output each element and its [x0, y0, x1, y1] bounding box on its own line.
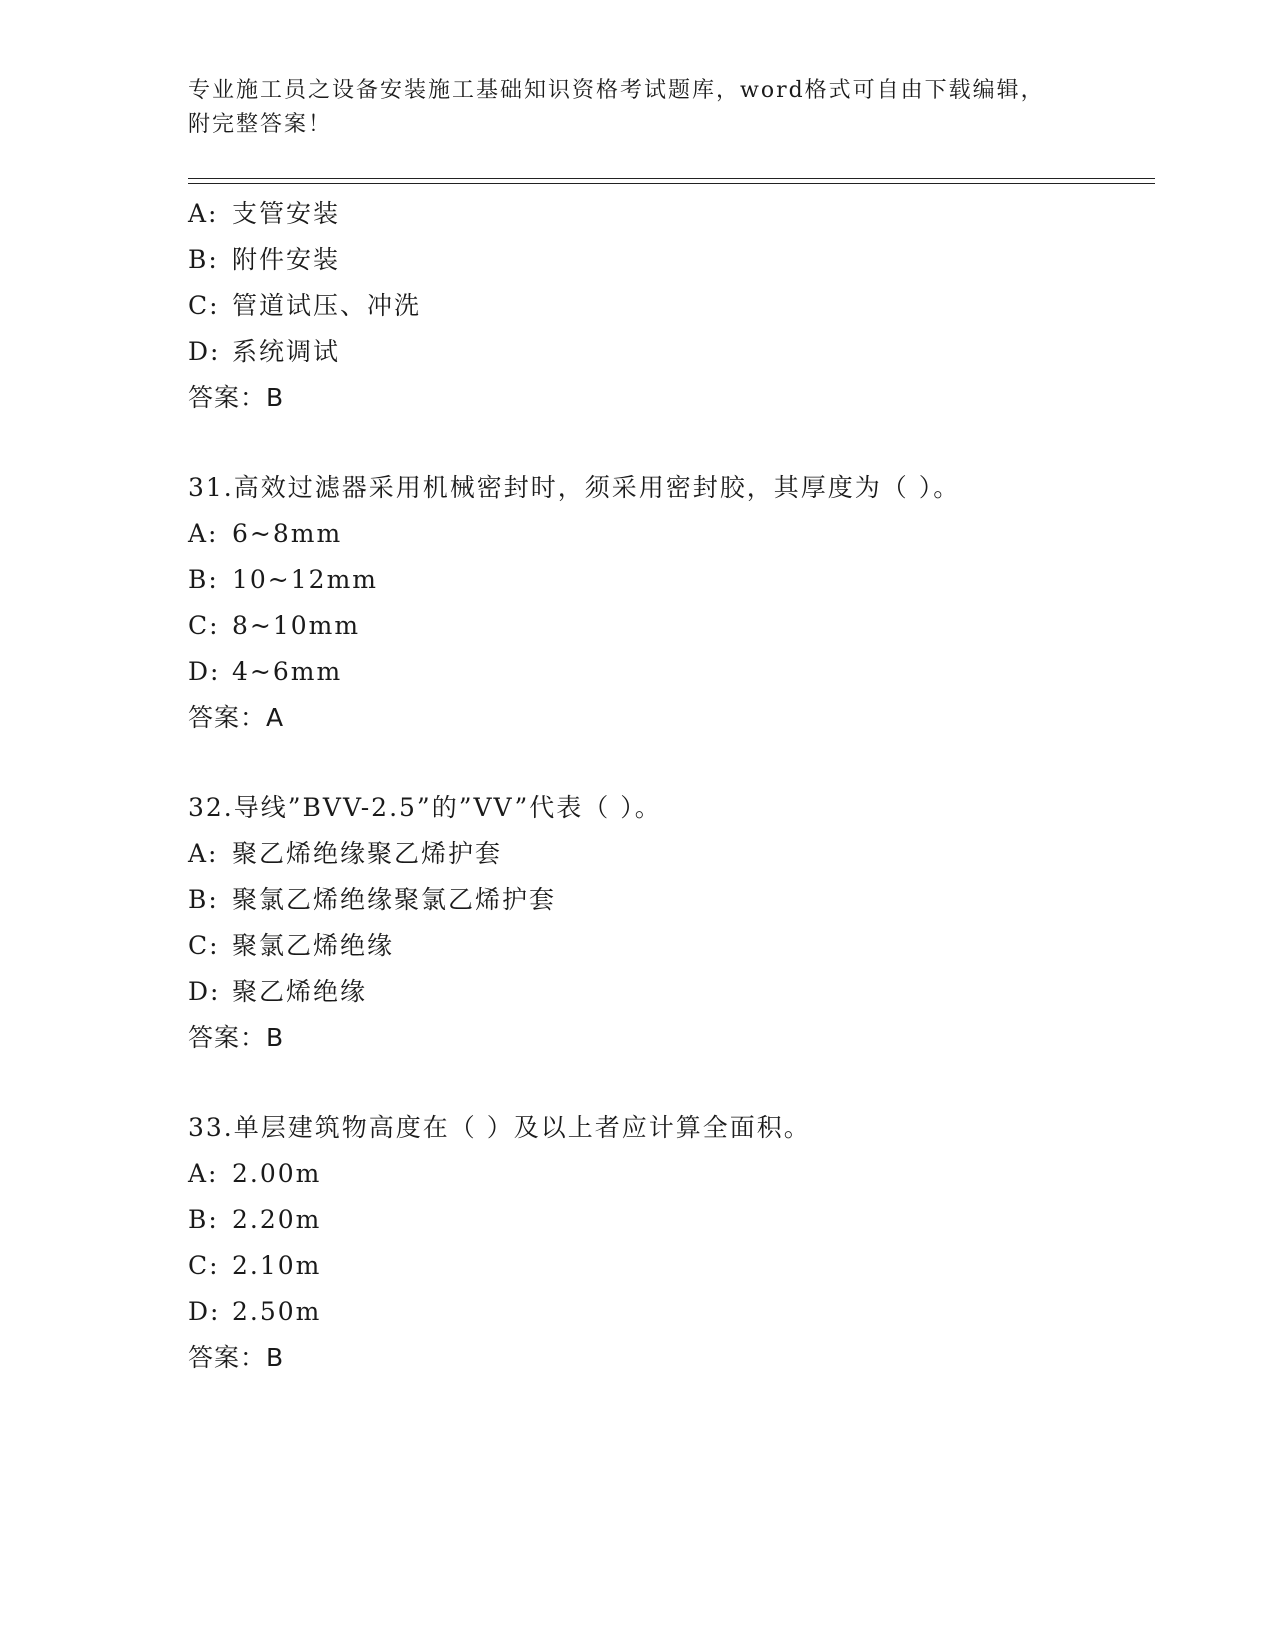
option-b [188, 557, 1155, 603]
option-text: 支管安装 [232, 199, 341, 228]
option-a [188, 1151, 1155, 1197]
option-label: B: [188, 245, 219, 274]
option-label: C: [188, 1251, 220, 1280]
option-d [188, 649, 1155, 695]
option-d [188, 1289, 1155, 1335]
option-a [188, 191, 1155, 237]
answer-line: 答案：B [188, 383, 285, 412]
option-label: A: [188, 519, 219, 548]
option-text: 聚乙烯绝缘 [232, 977, 368, 1006]
option-b [188, 1197, 1155, 1243]
option-c [188, 923, 1155, 969]
option-a [188, 511, 1155, 557]
option-text: 系统调试 [232, 337, 341, 366]
answer-line: 答案：B [188, 1343, 285, 1372]
option-text: 8~10mm [232, 611, 361, 640]
question-stem: 32.导线”BVV-2.5”的”VV”代表（ ）。 [188, 793, 662, 822]
option-label: A: [188, 839, 219, 868]
answer-line: 答案：B [188, 1023, 285, 1052]
header-line-2: 附完整答案！ [188, 112, 333, 137]
question-stem: 31.高效过滤器采用机械密封时，须采用密封胶，其厚度为（ ）。 [188, 473, 961, 502]
option-label: D: [188, 1297, 221, 1326]
option-label: D: [188, 657, 221, 686]
question-block [188, 191, 1155, 421]
option-c [188, 1243, 1155, 1289]
option-text: 2.50m [232, 1297, 322, 1326]
header-rule-top [188, 178, 1155, 179]
option-text: 2.00m [232, 1159, 322, 1188]
option-label: C: [188, 611, 220, 640]
question-stem: 33.单层建筑物高度在（ ）及以上者应计算全面积。 [188, 1113, 811, 1142]
option-a [188, 831, 1155, 877]
option-label: D: [188, 337, 221, 366]
option-text: 聚氯乙烯绝缘聚氯乙烯护套 [232, 885, 557, 914]
option-text: 2.10m [232, 1251, 322, 1280]
option-label: D: [188, 977, 221, 1006]
document-header [188, 74, 1088, 142]
option-text: 聚氯乙烯绝缘 [232, 931, 395, 960]
option-text: 聚乙烯绝缘聚乙烯护套 [232, 839, 503, 868]
option-label: A: [188, 1159, 219, 1188]
question-list [188, 191, 1155, 1381]
option-c [188, 283, 1155, 329]
option-text: 管道试压、冲洗 [232, 291, 422, 320]
option-text: 10~12mm [232, 565, 378, 594]
question-block [188, 1105, 1155, 1381]
header-rule-bottom [188, 183, 1155, 184]
option-label: B: [188, 565, 219, 594]
option-c [188, 603, 1155, 649]
option-d [188, 969, 1155, 1015]
question-block [188, 785, 1155, 1061]
option-text: 6~8mm [232, 519, 343, 548]
answer-line: 答案：A [188, 703, 285, 732]
question-block [188, 465, 1155, 741]
option-label: C: [188, 931, 220, 960]
option-d [188, 329, 1155, 375]
option-b [188, 237, 1155, 283]
option-text: 4~6mm [232, 657, 343, 686]
option-label: B: [188, 885, 219, 914]
option-label: B: [188, 1205, 219, 1234]
option-text: 附件安装 [232, 245, 341, 274]
option-label: A: [188, 199, 219, 228]
option-b [188, 877, 1155, 923]
option-text: 2.20m [232, 1205, 322, 1234]
header-line-1: 专业施工员之设备安装施工基础知识资格考试题库，word格式可自由下载编辑， [188, 78, 1045, 103]
option-label: C: [188, 291, 220, 320]
